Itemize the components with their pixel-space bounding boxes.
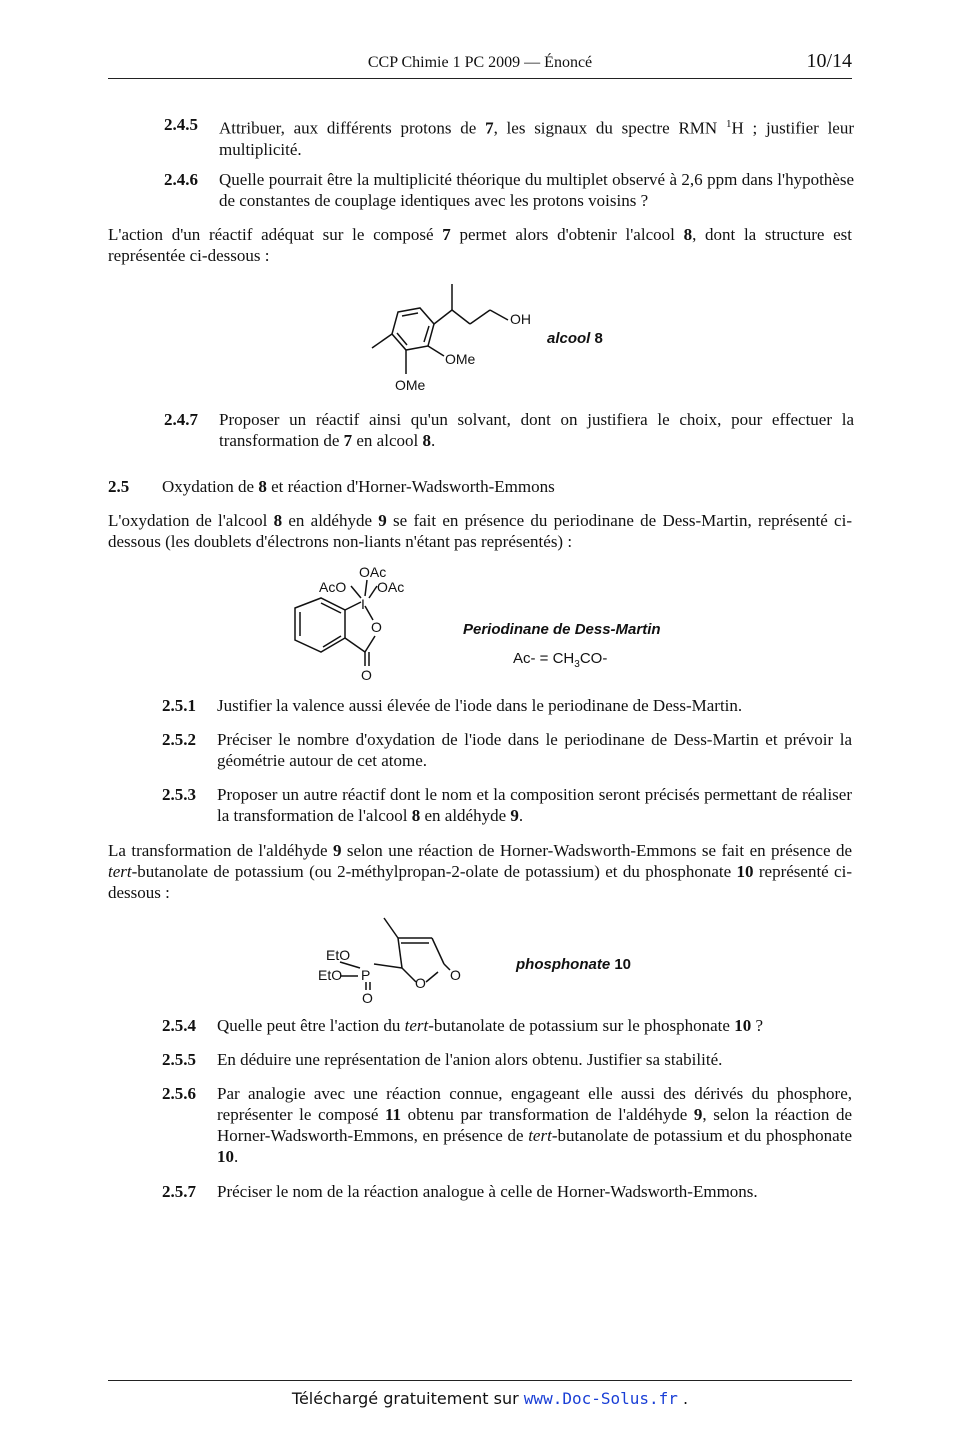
- question-text: Attribuer, aux différents protons de 7, les signaux du spectre RMN $^1$H ; justifier leur multiplicité.: [219, 118, 855, 159]
- question-2-5-1: [162, 695, 852, 716]
- header-title: CCP Chimie 1 PC 2009 — Énoncé: [367, 54, 593, 71]
- question-2-4-6: [164, 169, 854, 211]
- question-number: 2.5.1: [162, 696, 196, 715]
- oxygen-label: O: [371, 619, 382, 635]
- alcool-8-caption: alcool 8: [547, 330, 603, 347]
- page-footer: Téléchargé gratuitement sur www.Doc-Solus.fr .: [291, 1389, 689, 1408]
- question-2-5-3: [162, 784, 852, 826]
- question-2-5-7: [162, 1181, 852, 1202]
- oac-label: OAc: [377, 579, 405, 595]
- footer-divider: [108, 1380, 852, 1381]
- phosphonate-10-structure: [318, 912, 478, 1012]
- page-header: [108, 52, 852, 79]
- section-2-5-heading: 2.5 Oxydation de 8 et réaction d'Horner-Wadsworth-Emmons: [108, 477, 555, 496]
- question-text: En déduire une représentation de l'anion alors obtenu. Justifier sa stabilité.: [217, 1050, 723, 1069]
- question-text: Proposer un réactif ainsi qu'un solvant, dont on justifiera le choix, pour effectuer la transformation de 7 en alcool 8.: [219, 410, 854, 450]
- question-number: 2.5.4: [162, 1016, 196, 1035]
- question-text: Quelle pourrait être la multiplicité théorique du multiplet observé à 2,6 ppm dans l'hypothèse de constantes de couplage identiques avec les protons voisins ?: [219, 170, 854, 210]
- question-2-5-2: [162, 729, 852, 771]
- oxygen-label: O: [361, 667, 372, 683]
- ome-label: OMe: [395, 377, 426, 393]
- dess-martin-structure: [285, 560, 425, 690]
- question-number: 2.5.7: [162, 1182, 196, 1201]
- dess-martin-caption: Periodinane de Dess-Martin: [463, 621, 661, 638]
- eto-label: EtO: [318, 967, 343, 983]
- question-text: Justifier la valence aussi élevée de l'iode dans le periodinane de Dess-Martin.: [217, 696, 743, 715]
- ome-label: OMe: [445, 351, 476, 367]
- oxygen-label: O: [450, 967, 461, 983]
- question-2-5-5: [162, 1049, 852, 1070]
- question-number: 2.4.7: [164, 410, 198, 429]
- question-2-5-4: [162, 1015, 852, 1036]
- question-text: Par analogie avec une réaction connue, engageant elle aussi des dérivés du phosphore, représenter le composé 11 obtenu par transformation de l'aldéhyde 9, selon la réaction de Horner-Wadsworth-Emmons, en présence de tert-butanolate de potassium et du phosphonate 10.: [217, 1084, 852, 1166]
- phosphonate-10-caption: phosphonate 10: [516, 956, 632, 973]
- question-2-4-5: [164, 114, 854, 160]
- question-text: Quelle peut être l'action du tert-butanolate de potassium sur le phosphonate 10 ?: [217, 1016, 763, 1035]
- oxygen-label: O: [415, 975, 426, 991]
- page-number: 10/14: [806, 50, 852, 72]
- question-2-5-6: [162, 1083, 852, 1167]
- oac-label: OAc: [359, 564, 387, 580]
- oxygen-label: O: [362, 990, 373, 1006]
- oh-label: OH: [510, 311, 531, 327]
- phosphorus-label: P: [361, 967, 371, 983]
- question-number: 2.5.3: [162, 785, 196, 804]
- aco-label: AcO: [319, 579, 347, 595]
- question-text: Préciser le nom de la réaction analogue à celle de Horner-Wadsworth-Emmons.: [217, 1182, 758, 1201]
- question-number: 2.4.5: [164, 115, 198, 134]
- paragraph-oxydation: L'oxydation de l'alcool 8 en aldéhyde 9 se fait en présence du periodinane de Dess-Martin, représenté ci-dessous (les doublets d'électrons non-liants n'étant pas représentés) :: [108, 511, 852, 551]
- doc-solus-link[interactable]: www.Doc-Solus.fr: [523, 1389, 678, 1408]
- paragraph-hwe: La transformation de l'aldéhyde 9 selon une réaction de Horner-Wadsworth-Emmons se fait en présence de tert-butanolate de potassium (ou 2-méthylpropan-2-olate de potassium) et du phosphonate 10 représenté ci-dessous :: [108, 841, 852, 902]
- acetyl-definition: $Ac- = CH_3CO-$: [513, 650, 608, 670]
- question-number: 2.4.6: [164, 170, 198, 189]
- question-2-4-7: [164, 409, 854, 451]
- eto-label: EtO: [326, 947, 351, 963]
- question-number: 2.5.6: [162, 1084, 196, 1103]
- paragraph-alcool-intro: L'action d'un réactif adéquat sur le composé 7 permet alors d'obtenir l'alcool 8, dont la structure est représentée ci-dessous :: [108, 225, 852, 265]
- iodine-label: I: [361, 596, 365, 612]
- alcool-8-structure: [350, 278, 550, 403]
- question-text: Proposer un autre réactif dont le nom et la composition seront précisés permettant de réaliser la transformation de l'alcool 8 en aldéhyde 9.: [217, 785, 852, 825]
- question-text: Préciser le nombre d'oxydation de l'iode dans le periodinane de Dess-Martin et prévoir la géométrie autour de cet atome.: [217, 730, 852, 770]
- question-number: 2.5.2: [162, 730, 196, 749]
- question-number: 2.5.5: [162, 1050, 196, 1069]
